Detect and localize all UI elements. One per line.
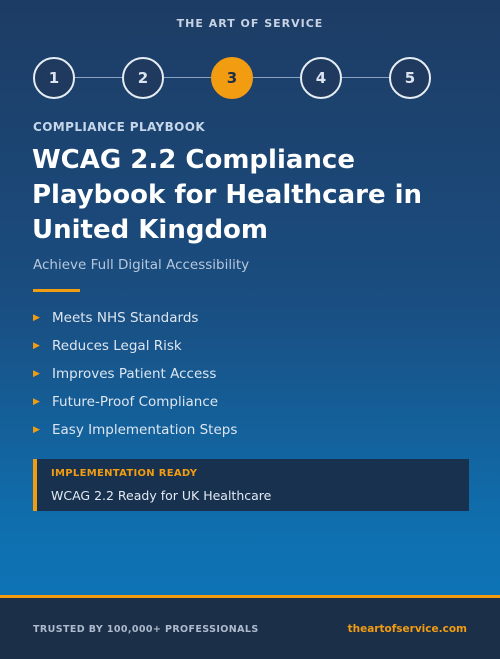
benefit-label: Improves Patient Access — [52, 366, 217, 382]
brand-name: THE ART OF SERVICE — [176, 17, 324, 30]
step-indicator — [33, 57, 431, 99]
step-2: 2 — [122, 57, 164, 99]
list-item — [33, 304, 237, 332]
eyebrow-label: COMPLIANCE PLAYBOOK — [33, 120, 206, 134]
footer — [0, 595, 500, 659]
benefit-label: Reduces Legal Risk — [52, 338, 182, 354]
callout-label: IMPLEMENTATION READY — [51, 468, 198, 479]
step-4: 4 — [300, 57, 342, 99]
step-3-active: 3 — [211, 57, 253, 99]
list-item — [33, 416, 237, 444]
step-5: 5 — [389, 57, 431, 99]
triangle-bullet-icon: ▶ — [33, 313, 40, 323]
list-item — [33, 360, 237, 388]
page-title: WCAG 2.2 Compliance Playbook for Healthcare in United Kingdom — [32, 145, 423, 245]
benefit-label: Meets NHS Standards — [52, 310, 199, 326]
benefit-label: Easy Implementation Steps — [52, 422, 238, 438]
accent-divider — [33, 289, 80, 292]
list-item — [33, 332, 237, 360]
triangle-bullet-icon: ▶ — [33, 369, 40, 379]
list-item — [33, 388, 237, 416]
implementation-callout — [33, 459, 469, 511]
step-1: 1 — [33, 57, 75, 99]
benefit-label: Future-Proof Compliance — [52, 394, 219, 410]
benefit-list — [33, 304, 237, 444]
website-link[interactable]: theartofservice.com — [347, 623, 467, 635]
trust-statement: TRUSTED BY 100,000+ PROFESSIONALS — [33, 624, 259, 635]
triangle-bullet-icon: ▶ — [33, 397, 40, 407]
triangle-bullet-icon: ▶ — [33, 425, 40, 435]
subtitle: Achieve Full Digital Accessibility — [33, 257, 250, 273]
callout-text: WCAG 2.2 Ready for UK Healthcare — [51, 488, 272, 503]
triangle-bullet-icon: ▶ — [33, 341, 40, 351]
